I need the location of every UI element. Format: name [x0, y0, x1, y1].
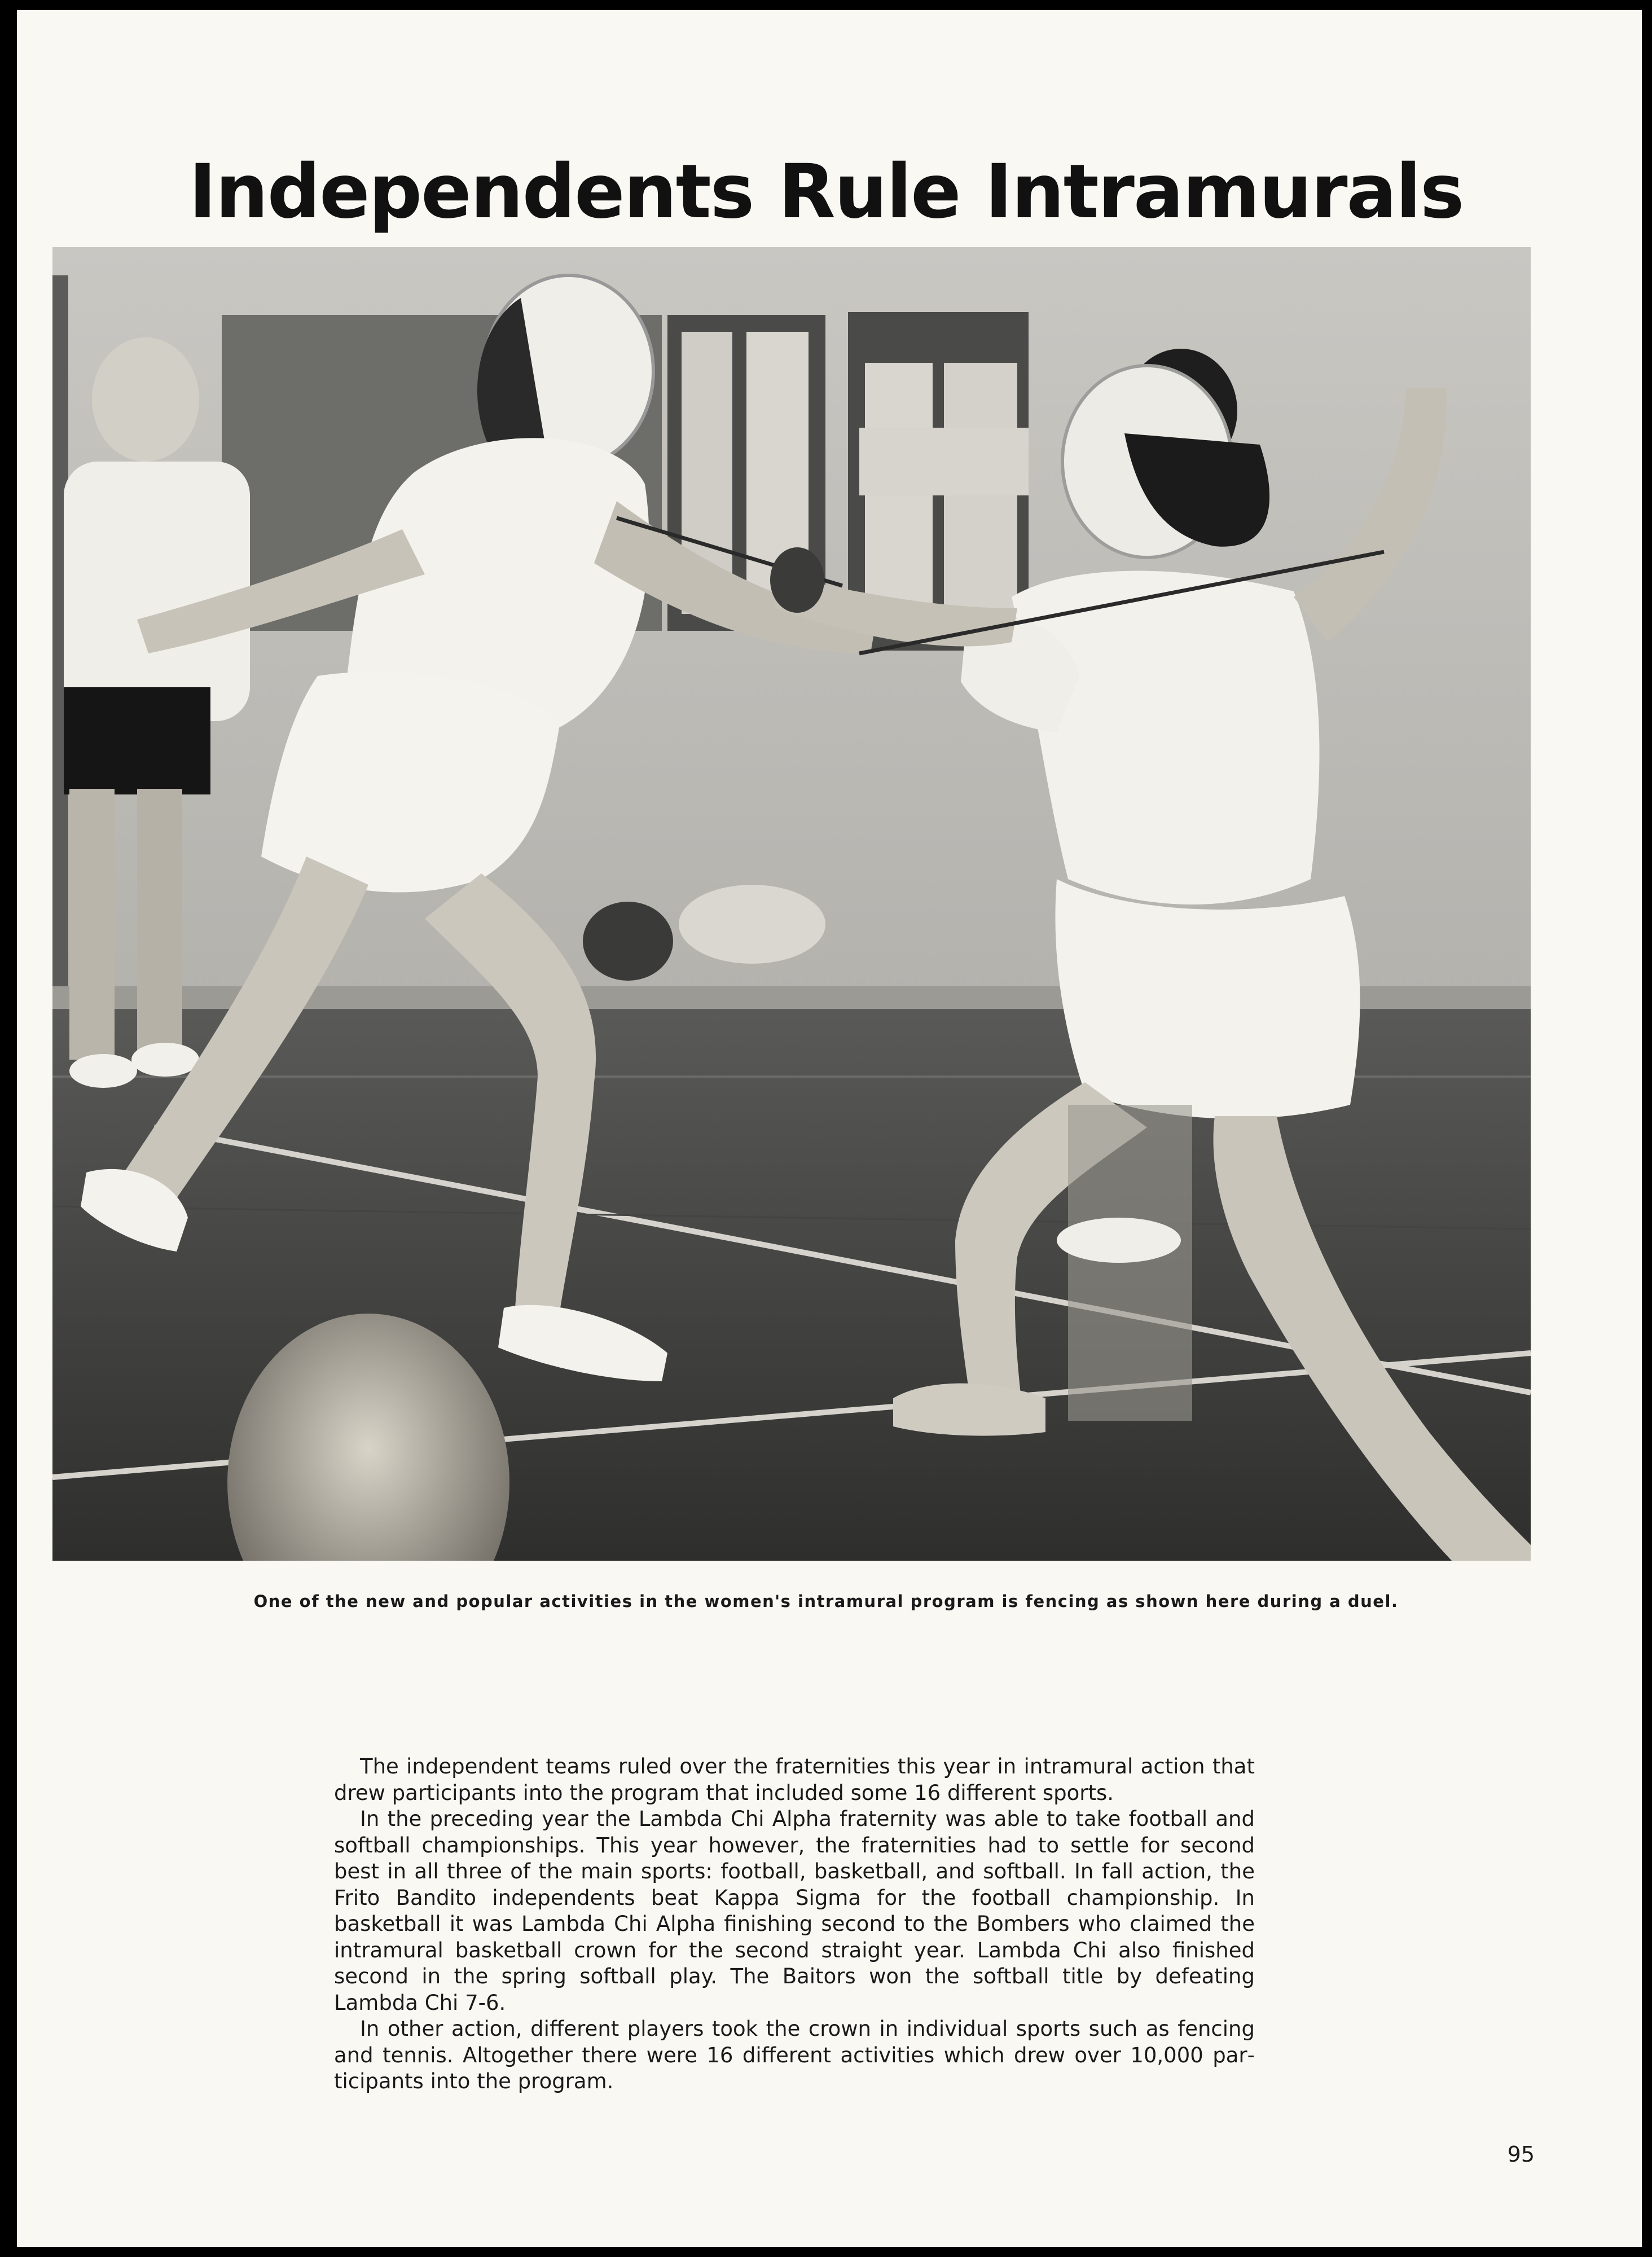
article-paragraph: In other action, different players took the crown in individual sports such as fencing and tennis. Altogether there were 16 different activities which drew over 10,000 participants into the program. [334, 2017, 1255, 2093]
spectator-head [92, 337, 199, 462]
fencing-photo [52, 247, 1531, 1561]
yearbook-page [17, 10, 1642, 2247]
fencing-photo-illustration [52, 247, 1531, 1561]
spectator-blouse [64, 462, 250, 721]
article-paragraph: In the preceding year the Lambda Chi Alpha fraternity was able to take football and softball championships. This year however, the fraternities had to settle for second best in all three of the main sports: football, basketball, and softball. In fall action, the Frito Bandito independents beat Kappa Sigma for the football championship. In basketball it was Lambda Chi Alpha finishing second to the Bombers who claimed the intramural basketball crown for the second straight year. Lambda Chi also finished second in the spring softball play. The Baitors won the softball title by defeating Lambda Chi 7-6. [334, 1807, 1255, 2015]
page-number: 95 [1507, 2142, 1535, 2167]
fencer-right-shorts [1055, 879, 1360, 1119]
spectator-shorts [64, 687, 210, 794]
article-paragraph: The independent teams ruled over the fraternities this year in intramural action that drew participants into the program that included some 16 different sports. [334, 1754, 1255, 1805]
photo-caption: One of the new and popular activities in the women's intramural program is fencing as shown here during a duel. [253, 1592, 1399, 1611]
article-body [334, 1754, 1255, 2095]
page-title: Independents Rule Intramurals [188, 148, 1464, 235]
